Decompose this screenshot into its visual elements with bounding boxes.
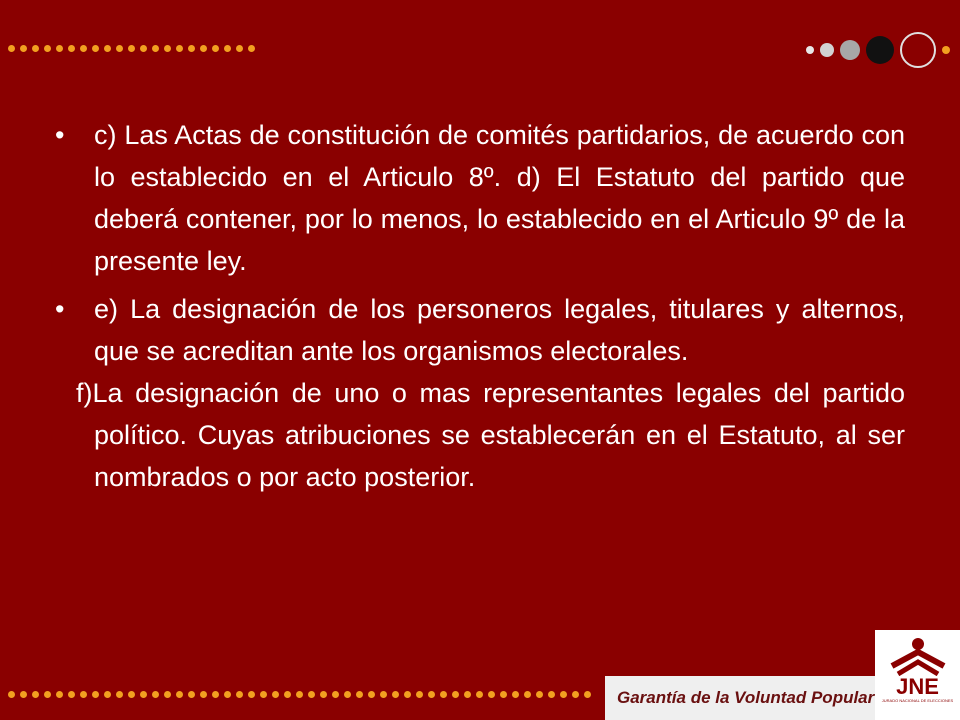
slogan-bar <box>605 676 875 720</box>
dot-icon <box>224 45 231 52</box>
dot-icon <box>80 45 87 52</box>
dot-icon <box>164 45 171 52</box>
dot-icon <box>572 691 579 698</box>
paragraph-text: c) Las Actas de constitución de comités partidarios, de acuerdo con lo establecido en el Articulo 8º. d) El Estatuto del partido que deberá contener, por lo menos, lo establecido en el Articulo 9º de la presente ley. <box>94 120 905 276</box>
dot-icon <box>32 691 39 698</box>
dot-icon <box>380 691 387 698</box>
jne-logo <box>875 630 960 720</box>
bullet-icon: • <box>55 294 65 324</box>
dot-icon <box>356 691 363 698</box>
dot-icon <box>368 691 375 698</box>
bullet-icon: • <box>55 120 65 150</box>
dot-icon <box>20 691 27 698</box>
circle-icon <box>866 36 894 64</box>
dot-icon <box>272 691 279 698</box>
logo-text: JNE <box>896 674 939 699</box>
dot-icon <box>140 691 147 698</box>
dot-icon <box>332 691 339 698</box>
dot-icon <box>92 691 99 698</box>
dot-icon <box>152 691 159 698</box>
dot-icon <box>164 691 171 698</box>
dot-icon <box>104 45 111 52</box>
dot-icon <box>500 691 507 698</box>
dot-icon <box>188 45 195 52</box>
slide-body <box>55 114 905 498</box>
paragraph-text: e) La designación de los personeros legales, titulares y alternos, que se acreditan ante los organismos electorales. <box>94 294 905 366</box>
dot-icon <box>68 45 75 52</box>
dot-icon <box>140 45 147 52</box>
dot-icon <box>224 691 231 698</box>
dot-icon <box>428 691 435 698</box>
dot-icon <box>560 691 567 698</box>
circle-icon <box>806 46 814 54</box>
dot-icon <box>152 45 159 52</box>
dot-icon <box>212 691 219 698</box>
dot-icon <box>404 691 411 698</box>
dot-icon <box>584 691 591 698</box>
dot-icon <box>320 691 327 698</box>
bottom-dot-row <box>8 688 591 700</box>
dot-icon <box>44 45 51 52</box>
dot-icon <box>56 45 63 52</box>
dot-icon <box>452 691 459 698</box>
dot-icon <box>344 691 351 698</box>
circle-icon <box>840 40 860 60</box>
dot-icon <box>260 691 267 698</box>
dot-icon <box>104 691 111 698</box>
decorative-circles <box>806 28 950 72</box>
dot-icon <box>188 691 195 698</box>
dot-icon <box>200 45 207 52</box>
bullet-paragraph <box>55 114 905 282</box>
circle-outline-icon <box>900 32 936 68</box>
dot-icon <box>212 45 219 52</box>
dot-icon <box>32 45 39 52</box>
dot-icon <box>248 45 255 52</box>
dot-icon <box>20 45 27 52</box>
dot-icon <box>284 691 291 698</box>
dot-icon <box>176 691 183 698</box>
dot-icon <box>236 45 243 52</box>
dot-icon <box>236 691 243 698</box>
bullet-paragraph <box>55 288 905 372</box>
dot-icon <box>176 45 183 52</box>
dot-icon <box>128 45 135 52</box>
slogan-text: Garantía de la Voluntad Popular <box>617 688 875 707</box>
paragraph-text: f)La designación de uno o mas representantes legales del partido político. Cuyas atribuciones se establecerán en el Estatuto, al ser nombrados o por acto posterior. <box>76 378 905 492</box>
dot-icon <box>440 691 447 698</box>
dot-icon <box>8 45 15 52</box>
dot-icon <box>116 691 123 698</box>
paragraph <box>55 372 905 498</box>
dot-icon <box>464 691 471 698</box>
jne-emblem-icon <box>888 636 948 676</box>
dot-icon <box>296 691 303 698</box>
circle-icon <box>942 46 950 54</box>
dot-icon <box>116 45 123 52</box>
dot-icon <box>524 691 531 698</box>
dot-icon <box>92 45 99 52</box>
dot-icon <box>128 691 135 698</box>
dot-icon <box>248 691 255 698</box>
dot-icon <box>308 691 315 698</box>
dot-icon <box>80 691 87 698</box>
dot-icon <box>536 691 543 698</box>
dot-icon <box>392 691 399 698</box>
logo-subtext: JURADO NACIONAL DE ELECCIONES <box>881 698 954 703</box>
dot-icon <box>8 691 15 698</box>
dot-icon <box>416 691 423 698</box>
circle-icon <box>820 43 834 57</box>
top-dot-row <box>8 42 255 54</box>
dot-icon <box>56 691 63 698</box>
dot-icon <box>476 691 483 698</box>
dot-icon <box>512 691 519 698</box>
dot-icon <box>548 691 555 698</box>
dot-icon <box>68 691 75 698</box>
dot-icon <box>200 691 207 698</box>
dot-icon <box>44 691 51 698</box>
dot-icon <box>488 691 495 698</box>
